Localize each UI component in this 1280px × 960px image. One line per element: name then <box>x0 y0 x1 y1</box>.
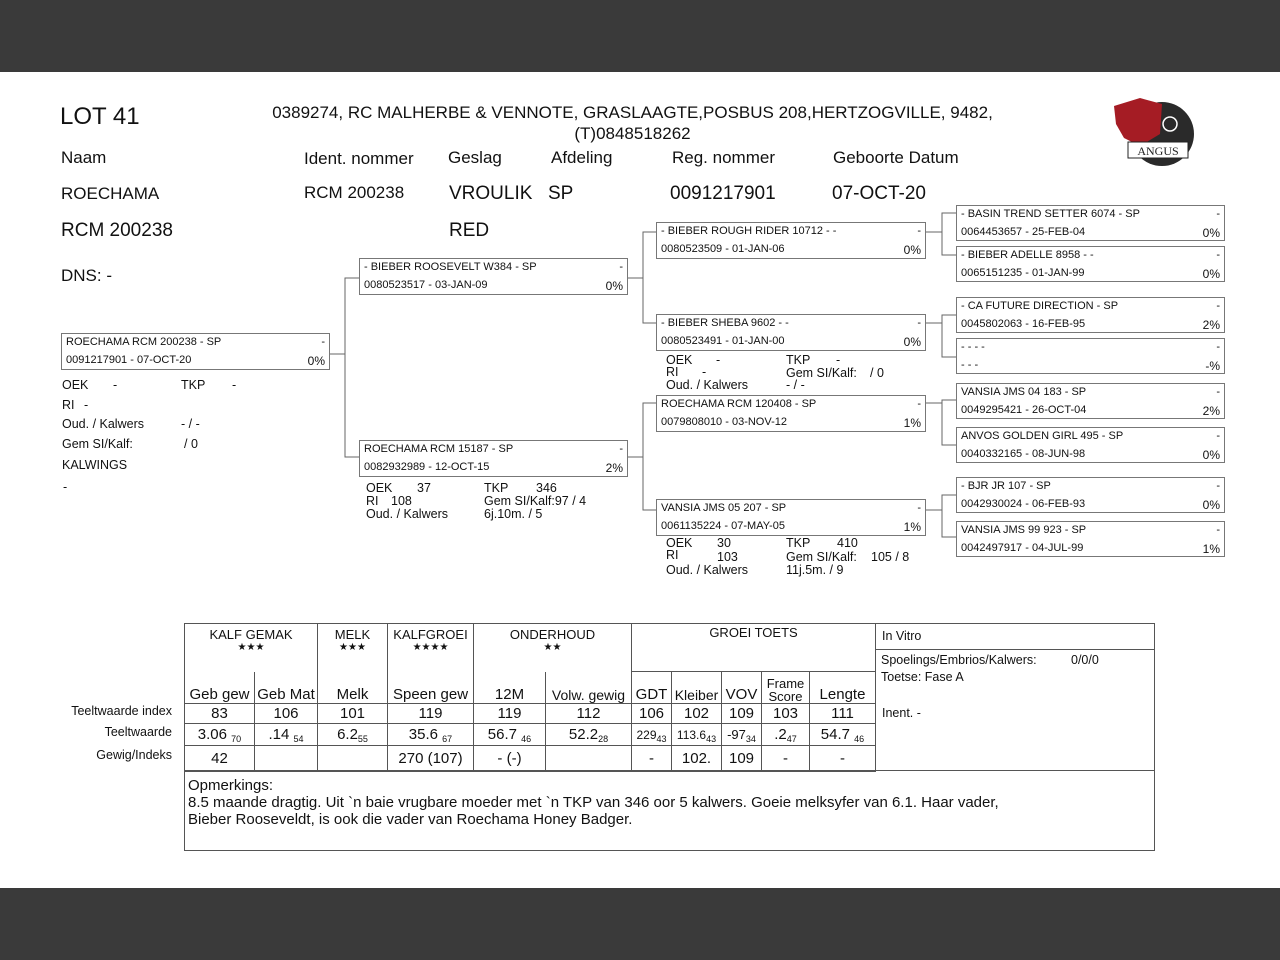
index-cell: 112 <box>546 704 632 724</box>
sdd-name: - - - - <box>961 341 985 353</box>
tw-accuracy: 70 <box>231 734 242 744</box>
ddd-pct: 1% <box>1202 542 1220 556</box>
dss-dash: - <box>1216 386 1220 398</box>
dds-id: 0042930024 - 06-FEB-93 <box>961 498 1086 510</box>
gewig-cell: 42 <box>185 746 255 772</box>
gewig-cell <box>546 746 632 772</box>
kalfgroei-stars: ★★★★ <box>412 642 449 653</box>
pedigree-dd <box>656 499 926 536</box>
dam-ri-label: RI <box>366 494 379 508</box>
self-oud-value: - / - <box>181 417 200 431</box>
tw-value: .14 <box>268 726 290 743</box>
self-oek-value: - <box>113 378 118 392</box>
dd-oek-label: OEK <box>666 536 693 550</box>
dds-name: - BJR JR 107 - SP <box>961 480 1051 492</box>
tw-cell <box>255 724 318 746</box>
spoelings-value: 0/0/0 <box>1071 653 1099 667</box>
row-label-teeltwaarde: Teeltwaarde <box>104 725 172 739</box>
col-kleiber: Kleiber <box>672 672 722 704</box>
tw-cell <box>722 724 762 746</box>
col-gdt: GDT <box>632 672 672 704</box>
ddd-id: 0042497917 - 04-JUL-99 <box>961 542 1084 554</box>
self-ri-label: RI <box>62 398 75 412</box>
gewig-row <box>185 746 876 772</box>
dd-dash: - <box>917 502 921 514</box>
pedigree-sss <box>956 205 1225 241</box>
sdd-id: - - - <box>961 359 979 371</box>
gewig-cell: 109 <box>722 746 762 772</box>
group-groei-toets <box>632 624 876 672</box>
group-onderhoud <box>474 624 632 672</box>
tw-cell <box>632 724 672 746</box>
melk-label: MELK <box>334 627 371 642</box>
dd-oek-value: 30 <box>717 536 731 550</box>
index-cell: 101 <box>318 704 388 724</box>
index-cell: 106 <box>255 704 318 724</box>
sd-oud-label: Oud. / Kalwers <box>666 378 748 392</box>
tw-accuracy: 67 <box>442 734 453 744</box>
sdd-dash: - <box>1216 341 1220 353</box>
lot-number: LOT 41 <box>60 103 140 130</box>
header-naam: Naam <box>61 148 107 167</box>
index-cell: 109 <box>722 704 762 724</box>
row-label-gewig: Gewig/Indeks <box>96 748 172 762</box>
animal-sex: VROULIK <box>449 183 533 204</box>
sd-name: - BIEBER SHEBA 9602 - - <box>661 317 789 329</box>
gewig-cell: 270 (107) <box>388 746 474 772</box>
teeltwaarde-row <box>185 724 876 746</box>
header-geslag: Geslag <box>448 148 502 167</box>
self-dash: - <box>321 336 325 348</box>
animal-name: ROECHAMA <box>61 184 160 203</box>
header-reg: Reg. nommer <box>672 148 775 167</box>
remarks-line-1: 8.5 maande dragtig. Uit `n baie vrugbare moeder met `n TKP van 346 oor 5 kalwers. Goeie melksyfer van 6.1. Haar vader, <box>188 794 999 811</box>
remarks-title: Opmerkings: <box>188 777 274 794</box>
ssd-id: 0065151235 - 01-JAN-99 <box>961 267 1085 279</box>
group-kalf-gemak <box>185 624 318 672</box>
tw-value: .2 <box>774 726 787 743</box>
animal-color: RED <box>449 220 490 241</box>
header-ident: Ident. nommer <box>304 149 414 168</box>
sds-pct: 2% <box>1202 318 1220 332</box>
sire-pct: 0% <box>605 279 623 293</box>
gewig-cell: - <box>762 746 810 772</box>
sd-dash: - <box>917 317 921 329</box>
sss-dash: - <box>1216 208 1220 220</box>
dd-oud-label: Oud. / Kalwers <box>666 563 748 577</box>
ss-dash: - <box>917 225 921 237</box>
ss-name: - BIEBER ROUGH RIDER 10712 - - <box>661 225 837 237</box>
sd-pct: 0% <box>903 335 921 349</box>
tw-cell <box>185 724 255 746</box>
dam-name: ROECHAMA RCM 15187 - SP <box>364 443 514 455</box>
col-frame-score: Frame Score <box>762 672 810 704</box>
remarks-line-2: Bieber Rooseveldt, is ook die vader van Roechama Honey Badger. <box>188 811 633 828</box>
pedigree-dsd <box>956 427 1225 463</box>
self-oek-label: OEK <box>62 378 89 392</box>
gewig-cell <box>255 746 318 772</box>
tw-accuracy: 46 <box>854 734 865 744</box>
index-cell: 103 <box>762 704 810 724</box>
remarks-box <box>184 770 1155 851</box>
pedigree-dds <box>956 477 1225 513</box>
dam-pct: 2% <box>605 461 623 475</box>
in-vitro-label: In Vitro <box>882 629 922 643</box>
tw-accuracy: 43 <box>656 733 667 744</box>
viewer-top-bar <box>0 0 1280 72</box>
side-divider <box>876 649 1154 650</box>
dam-gem: Gem SI/Kalf:97 / 4 <box>484 494 587 508</box>
dss-name: VANSIA JMS 04 183 - SP <box>961 386 1087 398</box>
dns-status: DNS: - <box>61 266 112 285</box>
kalf-gemak-stars: ★★★ <box>237 642 265 653</box>
dsd-name: ANVOS GOLDEN GIRL 495 - SP <box>961 430 1124 442</box>
col-lengte: Lengte <box>810 672 876 704</box>
dss-pct: 2% <box>1202 404 1220 418</box>
sd-gem-label: Gem SI/Kalf: <box>786 366 857 380</box>
tw-accuracy: 47 <box>786 734 797 744</box>
index-cell: 119 <box>388 704 474 724</box>
sire-name: - BIEBER ROOSEVELT W384 - SP <box>364 261 537 273</box>
dd-name: VANSIA JMS 05 207 - SP <box>661 502 787 514</box>
kalf-gemak-label: KALF GEMAK <box>209 627 293 642</box>
sdd-pct: -% <box>1205 359 1220 373</box>
animal-afdeling: SP <box>548 183 574 204</box>
sss-name: - BASIN TREND SETTER 6074 - SP <box>961 208 1140 220</box>
spoelings-label: Spoelings/Embrios/Kalwers: <box>881 653 1037 667</box>
gewig-cell: - <box>632 746 672 772</box>
self-id: 0091217901 - 07-OCT-20 <box>66 354 192 366</box>
col-geb-gew: Geb gew <box>185 672 255 704</box>
animal-reg: 0091217901 <box>670 183 776 204</box>
sd-tkp-value: - <box>836 353 841 367</box>
tw-value: -97 <box>727 727 746 742</box>
kalfgroei-label: KALFGROEI <box>393 627 468 642</box>
self-tkp-label: TKP <box>181 378 206 392</box>
self-tkp-value: - <box>232 378 237 392</box>
dd-ri-value: 103 <box>717 550 738 564</box>
tw-value: 3.06 <box>197 726 227 743</box>
sd-oud-value: - / - <box>786 378 805 392</box>
dam-oud-label: Oud. / Kalwers <box>366 507 448 521</box>
tw-cell <box>474 724 546 746</box>
toetse-fase: Toetse: Fase A <box>881 670 964 684</box>
pedigree-ss <box>656 222 926 259</box>
lot-page <box>0 72 1280 888</box>
self-gem-value: / 0 <box>184 437 198 451</box>
gewig-cell: - <box>810 746 876 772</box>
self-kalwings-value: - <box>63 480 68 494</box>
gewig-cell <box>318 746 388 772</box>
sss-id: 0064453657 - 25-FEB-04 <box>961 226 1086 238</box>
sd-ri-label: RI <box>666 365 679 379</box>
col-vov: VOV <box>722 672 762 704</box>
sd-id: 0080523491 - 01-JAN-00 <box>661 335 785 347</box>
ebv-table <box>184 623 876 772</box>
ss-id: 0080523509 - 01-JAN-06 <box>661 243 785 255</box>
pedigree-sdd <box>956 338 1225 374</box>
index-row <box>185 704 876 724</box>
ds-pct: 1% <box>903 416 921 430</box>
group-kalfgroei <box>388 624 474 672</box>
pedigree-sds <box>956 297 1225 333</box>
logo-text: ANGUS <box>1137 144 1179 158</box>
dd-ri-label: RI <box>666 548 679 562</box>
sd-gem-value: / 0 <box>870 366 884 380</box>
side-panel <box>875 623 1155 771</box>
ssd-name: - BIEBER ADELLE 8958 - - <box>961 249 1094 261</box>
dam-tkp-value: 346 <box>536 481 557 495</box>
dsd-id: 0040332165 - 08-JUN-98 <box>961 448 1086 460</box>
inent-status: Inent. - <box>882 706 921 720</box>
pedigree-self <box>61 333 330 370</box>
self-gem-label: Gem SI/Kalf: <box>62 437 133 451</box>
dam-ri-value: 108 <box>391 494 412 508</box>
sd-tkp-label: TKP <box>786 353 811 367</box>
ddd-name: VANSIA JMS 99 923 - SP <box>961 524 1087 536</box>
sds-name: - CA FUTURE DIRECTION - SP <box>961 300 1119 312</box>
ss-pct: 0% <box>903 243 921 257</box>
ds-id: 0079808010 - 03-NOV-12 <box>661 416 787 428</box>
dd-tkp-label: TKP <box>786 536 811 550</box>
onderhoud-stars: ★★ <box>543 642 562 653</box>
dss-id: 0049295421 - 26-OCT-04 <box>961 404 1087 416</box>
sd-ri-value: - <box>702 365 707 379</box>
sds-id: 0045802063 - 16-FEB-95 <box>961 318 1086 330</box>
melk-stars: ★★★ <box>339 642 366 653</box>
col-volw-gewig: Volw. gewig <box>546 672 632 704</box>
ds-name: ROECHAMA RCM 120408 - SP <box>661 398 817 410</box>
sire-id: 0080523517 - 03-JAN-09 <box>364 279 488 291</box>
tw-value: 56.7 <box>487 726 517 743</box>
pedigree-dss <box>956 383 1225 419</box>
self-oud-label: Oud. / Kalwers <box>62 417 144 431</box>
gewig-cell: 102. <box>672 746 722 772</box>
dd-gem-value: 105 / 8 <box>871 550 910 564</box>
self-ri-value: - <box>84 398 89 412</box>
dds-pct: 0% <box>1202 498 1220 512</box>
sire-dash: - <box>619 261 623 273</box>
dam-oek-value: 37 <box>417 481 431 495</box>
dd-pct: 1% <box>903 520 921 534</box>
sss-pct: 0% <box>1202 226 1220 240</box>
dam-id: 0082932989 - 12-OCT-15 <box>364 461 490 473</box>
index-cell: 83 <box>185 704 255 724</box>
tw-accuracy: 43 <box>706 733 717 744</box>
dam-dash: - <box>619 443 623 455</box>
col-melk: Melk <box>318 672 388 704</box>
index-cell: 102 <box>672 704 722 724</box>
ds-dash: - <box>917 398 921 410</box>
sd-oek-value: - <box>716 353 721 367</box>
tw-cell <box>672 724 722 746</box>
viewer-bottom-bar <box>0 888 1280 960</box>
sd-oek-label: OEK <box>666 353 693 367</box>
pedigree-dam <box>359 440 628 477</box>
tw-accuracy: 46 <box>521 734 532 744</box>
row-label-index: Teeltwaarde index <box>71 704 172 718</box>
self-pct: 0% <box>307 354 325 368</box>
col-geb-mat: Geb Mat <box>255 672 318 704</box>
groei-toets-label: GROEI TOETS <box>709 625 798 640</box>
tw-value: 229 <box>636 727 657 742</box>
tw-value: 6.2 <box>337 726 358 743</box>
self-name: ROECHAMA RCM 200238 - SP <box>66 336 222 348</box>
tw-cell <box>762 724 810 746</box>
col-speen-gew: Speen gew <box>388 672 474 704</box>
dam-tkp-label: TKP <box>484 481 509 495</box>
pedigree-sire <box>359 258 628 295</box>
dsd-pct: 0% <box>1202 448 1220 462</box>
gewig-cell: - (-) <box>474 746 546 772</box>
animal-dob: 07-OCT-20 <box>832 183 926 204</box>
header-afdeling: Afdeling <box>551 148 613 167</box>
dd-id: 0061135224 - 07-MAY-05 <box>661 520 785 532</box>
pedigree-ddd <box>956 521 1225 557</box>
dam-oud-value: 6j.10m. / 5 <box>484 507 543 521</box>
tw-value: 113.6 <box>676 727 707 742</box>
pedigree-ssd <box>956 246 1225 282</box>
tw-accuracy: 34 <box>745 734 756 744</box>
dd-gem-label: Gem SI/Kalf: <box>786 550 857 564</box>
group-melk <box>318 624 388 672</box>
tw-value: 52.2 <box>568 726 599 743</box>
dd-oud-value: 11j.5m. / 9 <box>786 563 844 577</box>
tw-accuracy: 55 <box>357 734 368 744</box>
tw-value: 35.6 <box>408 726 438 743</box>
onderhoud-label: ONDERHOUD <box>509 627 596 642</box>
tw-accuracy: 28 <box>598 734 609 744</box>
tw-cell <box>810 724 876 746</box>
ddd-dash: - <box>1216 524 1220 536</box>
tw-cell <box>318 724 388 746</box>
tw-value: 54.7 <box>820 726 850 743</box>
sds-dash: - <box>1216 300 1220 312</box>
tw-cell <box>546 724 632 746</box>
animal-name-2: RCM 200238 <box>61 220 173 241</box>
breeder-address: 0389274, RC MALHERBE & VENNOTE, GRASLAAGTE,POSBUS 208,HERTZOGVILLE, 9482,(T)0848518262 <box>272 103 993 143</box>
animal-ident: RCM 200238 <box>304 183 405 202</box>
pedigree-sd <box>656 314 926 351</box>
dam-oek-label: OEK <box>366 481 393 495</box>
dsd-dash: - <box>1216 430 1220 442</box>
dd-tkp-value: 410 <box>837 536 858 550</box>
tw-accuracy: 54 <box>293 734 304 744</box>
header-geboorte: Geboorte Datum <box>833 148 959 167</box>
self-kalwings-label: KALWINGS <box>62 458 128 472</box>
index-cell: 119 <box>474 704 546 724</box>
index-cell: 111 <box>810 704 876 724</box>
ssd-pct: 0% <box>1202 267 1220 281</box>
index-cell: 106 <box>632 704 672 724</box>
column-header-row <box>185 672 876 704</box>
tw-cell <box>388 724 474 746</box>
pedigree-ds <box>656 395 926 432</box>
ssd-dash: - <box>1216 249 1220 261</box>
col-12m: 12M <box>474 672 546 704</box>
dds-dash: - <box>1216 480 1220 492</box>
